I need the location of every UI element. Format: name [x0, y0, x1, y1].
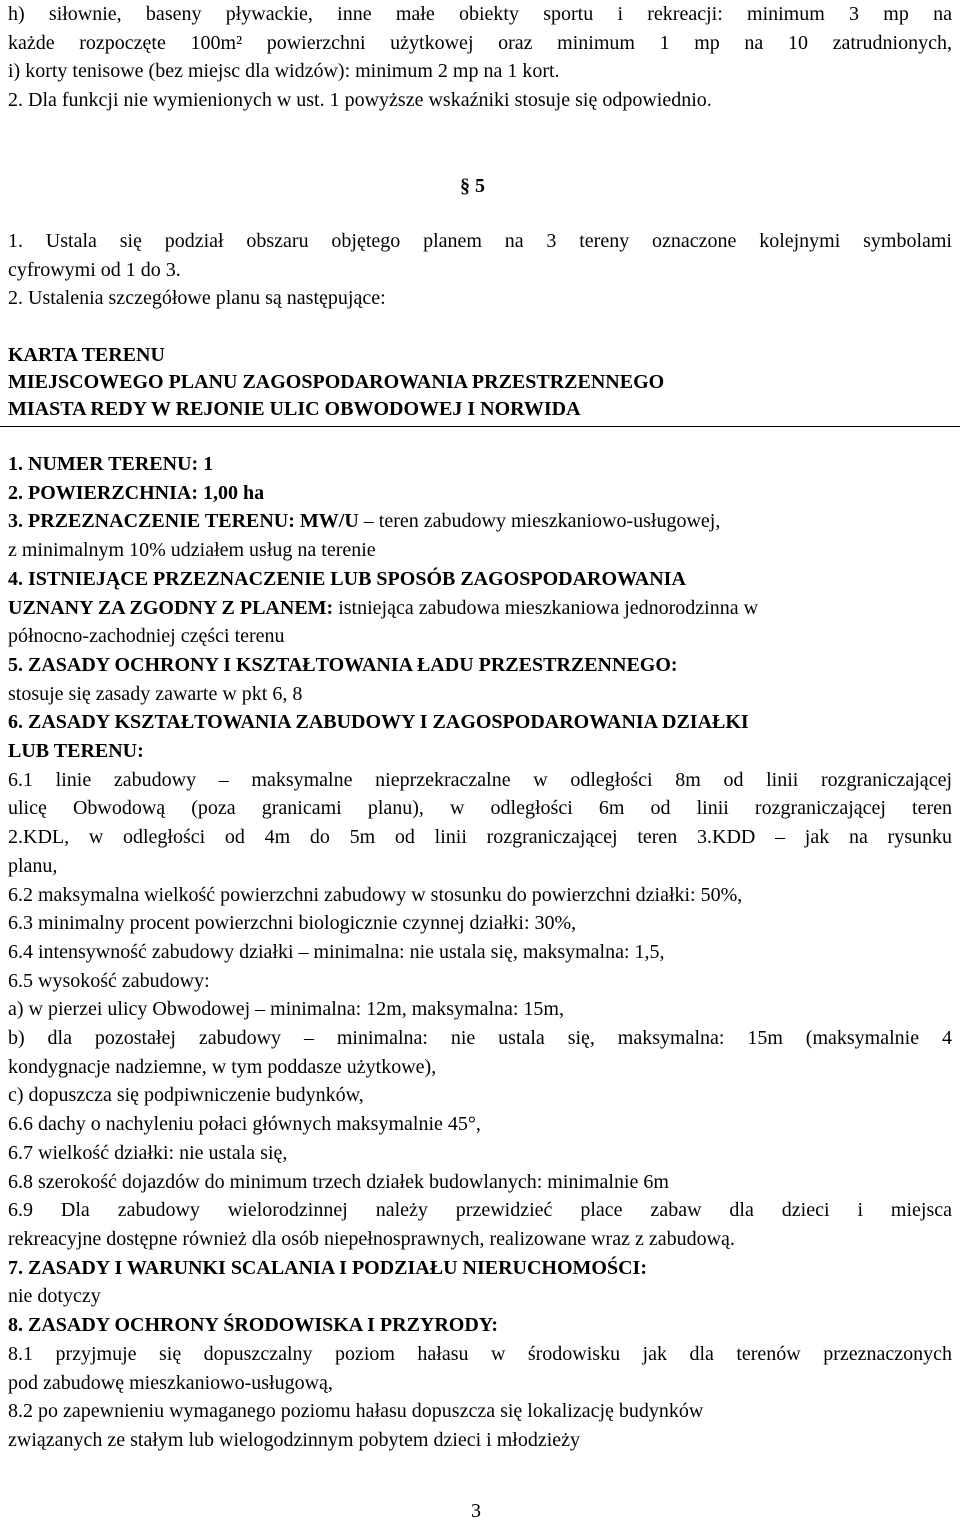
- item-existing-heading: 4. ISTNIEJĄCE PRZEZNACZENIE LUB SPOSÓB ZAGOSPODAROWANIA: [8, 567, 686, 590]
- text-line: i) korty tenisowe (bez miejsc dla widzów): minimum 2 mp na 1 kort.: [8, 60, 560, 83]
- text-line: 6.6 dachy o nachyleniu połaci głównych maksymalnie 45°,: [8, 1113, 481, 1136]
- text-line: 6.4 intensywność zabudowy działki – minimalna: nie ustala się, maksymalna: 1,5,: [8, 940, 665, 963]
- divider-line: [0, 426, 960, 427]
- card-title-line: KARTA TERENU: [8, 344, 165, 366]
- item-area-heading: 2. POWIERZCHNIA: 1,00 ha: [8, 481, 265, 504]
- text-line: b) dla pozostałej zabudowy – minimalna: nie ustala się, maksymalna: 15m (maksymalnie 4: [8, 1027, 952, 1050]
- item-development-heading: 6. ZASADY KSZTAŁTOWANIA ZABUDOWY I ZAGOSPODAROWANIA DZIAŁKI: [8, 711, 749, 734]
- text-line: 6.5 wysokość zabudowy:: [8, 969, 210, 992]
- text-line: stosuje się zasady zawarte w pkt 6, 8: [8, 682, 303, 705]
- card-title-line: MIASTA REDY W REJONIE ULIC OBWODOWEJ I NORWIDA: [8, 398, 581, 420]
- page-number: 3: [471, 1500, 481, 1522]
- item-purpose-text: – teren zabudowy mieszkaniowo-usługowej,: [358, 510, 721, 533]
- text-line: nie dotyczy: [8, 1285, 101, 1308]
- card-title: [8, 342, 952, 423]
- text-line: 2. Dla funkcji nie wymienionych w ust. 1 powyższe wskaźniki stosuje się odpowiednio.: [8, 89, 712, 112]
- text-line: c) dopuszcza się podpiwniczenie budynków,: [8, 1084, 364, 1107]
- text-line: planu,: [8, 854, 58, 877]
- text-line: 1. Ustala się podział obszaru objętego planem na 3 tereny oznaczone kolejnymi symbolami: [8, 230, 952, 252]
- text-line: 6.1 linie zabudowy – maksymalne nieprzekraczalne w odległości 8m od linii rozgraniczającej: [8, 768, 952, 791]
- item-existing-text: istniejąca zabudowa mieszkaniowa jednorodzinna w: [333, 596, 759, 619]
- card-items: [8, 450, 952, 1455]
- text-line: h) siłownie, baseny pływackie, inne małe obiekty sportu i rekreacji: minimum 3 mp na: [8, 3, 952, 25]
- item-purpose-heading: 3. PRZEZNACZENIE TERENU: MW/U: [8, 510, 359, 533]
- card-title-line: MIEJSCOWEGO PLANU ZAGOSPODAROWANIA PRZESTRZENNEGO: [8, 371, 665, 393]
- text-line: z minimalnym 10% udziałem usług na terenie: [8, 539, 376, 562]
- item-consolidation-heading: 7. ZASADY I WARUNKI SCALANIA I PODZIAŁU NIERUCHOMOŚCI:: [8, 1256, 647, 1279]
- text-line: 6.9 Dla zabudowy wielorodzinnej należy przewidzieć place zabaw dla dzieci i miejsca: [8, 1199, 952, 1222]
- text-line: każde rozpoczęte 100m² powierzchni użytkowej oraz minimum 1 mp na 10 zatrudnionych,: [8, 31, 952, 54]
- item-existing-heading-cont: UZNANY ZA ZGODNY Z PLANEM:: [8, 596, 334, 619]
- text-line: związanych ze stałym lub wielogodzinnym pobytem dzieci i młodzieży: [8, 1428, 581, 1451]
- text-line: rekreacyjne dostępne również dla osób niepełnosprawnych, realizowane wraz z zabudową.: [8, 1227, 735, 1250]
- intro-paragraph: [8, 0, 952, 115]
- text-line: a) w pierzei ulicy Obwodowej – minimalna: 12m, maksymalna: 15m,: [8, 998, 564, 1021]
- text-line: 6.3 minimalny procent powierzchni biologicznie czynnej działki: 30%,: [8, 912, 577, 935]
- text-line: kondygnacje nadziemne, w tym poddasze użytkowe),: [8, 1055, 437, 1078]
- item-order-heading: 5. ZASADY OCHRONY I KSZTAŁTOWANIA ŁADU PRZESTRZENNEGO:: [8, 653, 678, 676]
- text-line: 6.2 maksymalna wielkość powierzchni zabudowy w stosunku do powierzchni działki: 50%,: [8, 883, 743, 906]
- text-line: 2.KDL, w odległości od 4m do 5m od linii rozgraniczającej teren 3.KDD – jak na rysunku: [8, 826, 952, 849]
- text-line: pod zabudowę mieszkaniowo-usługową,: [8, 1371, 333, 1394]
- text-line: cyfrowymi od 1 do 3.: [8, 258, 181, 281]
- section-paragraph: [8, 227, 952, 313]
- text-line: 6.7 wielkość działki: nie ustala się,: [8, 1141, 288, 1164]
- text-line: 6.8 szerokość dojazdów do minimum trzech działek budowlanych: minimalnie 6m: [8, 1170, 669, 1193]
- item-development-heading-cont: LUB TERENU:: [8, 740, 144, 763]
- text-line: 8.1 przyjmuje się dopuszczalny poziom hałasu w środowisku jak dla terenów przeznaczonych: [8, 1342, 952, 1365]
- text-line: 8.2 po zapewnieniu wymaganego poziomu hałasu dopuszcza się lokalizację budynków: [8, 1400, 704, 1423]
- item-environment-heading: 8. ZASADY OCHRONY ŚRODOWISKA I PRZYRODY:: [8, 1314, 499, 1337]
- text-line: ulicę Obwodową (poza granicami planu), w odległości 6m od linii rozgraniczającej teren: [8, 797, 952, 820]
- text-line: 2. Ustalenia szczegółowe planu są następujące:: [8, 287, 386, 310]
- item-number-heading: 1. NUMER TERENU: 1: [8, 453, 214, 475]
- text-line: północno-zachodniej części terenu: [8, 625, 285, 648]
- section-heading: § 5: [460, 175, 485, 197]
